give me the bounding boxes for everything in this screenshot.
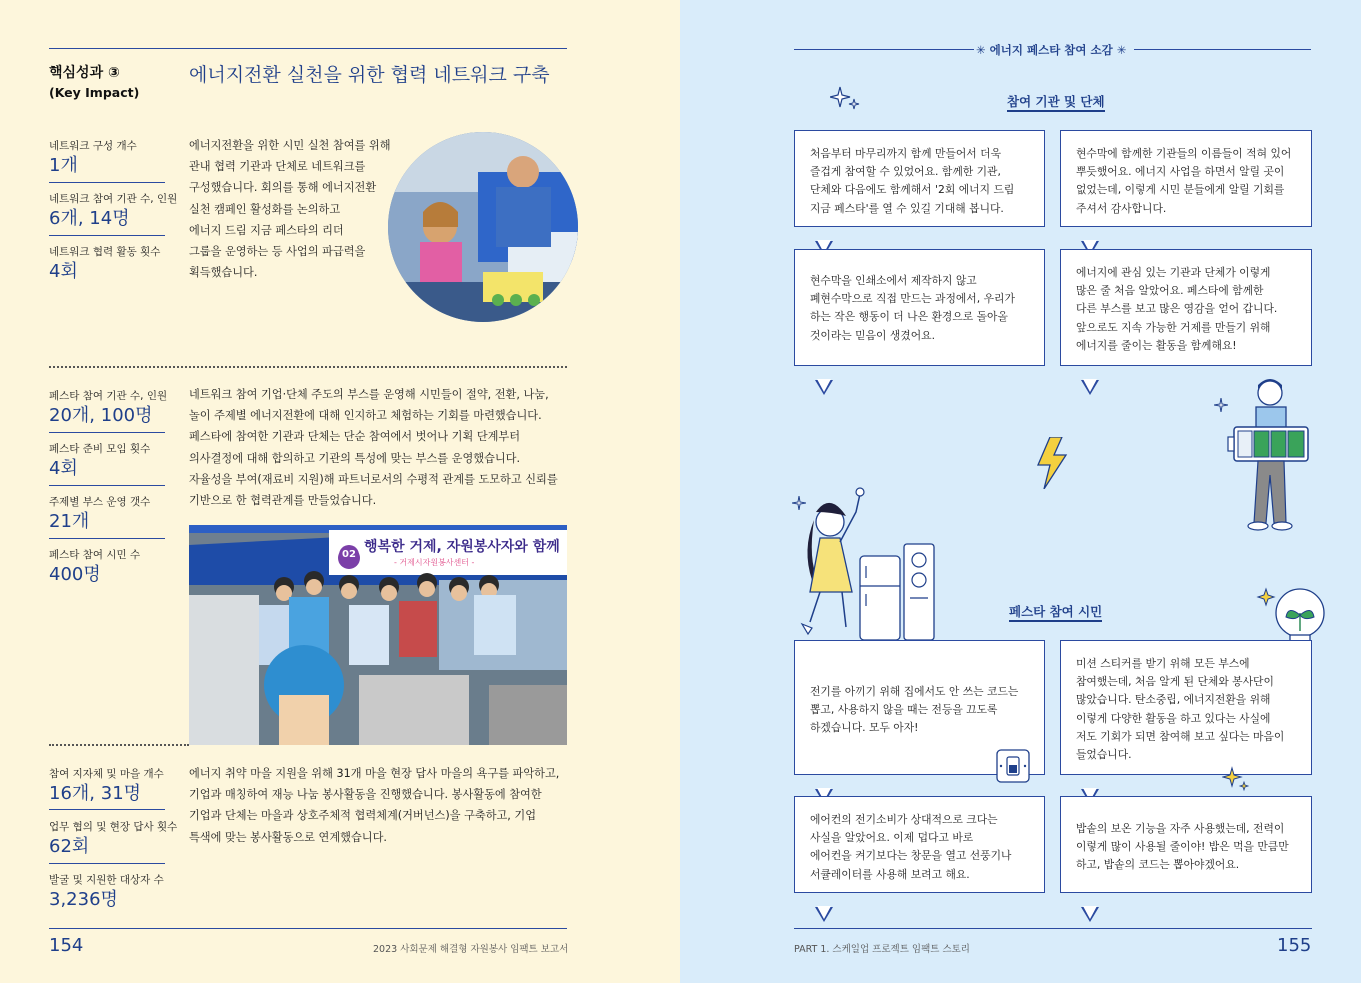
stat-divider xyxy=(49,485,165,486)
quote-bubble xyxy=(1060,640,1312,775)
stat-divider xyxy=(49,182,165,183)
stat-label: 페스타 참여 시민 수 xyxy=(49,549,141,561)
quote-line: 즐겁게 참여할 수 있었어요. 함께한 기관, xyxy=(810,165,1001,179)
stat-label: 네트워크 참여 기관 수, 인원 xyxy=(49,193,178,205)
stat-label: 발굴 및 지원한 대상자 수 xyxy=(49,874,164,886)
stat-divider xyxy=(49,432,165,433)
quote-bubble xyxy=(794,130,1045,227)
quote-line: 서큘레이터를 사용해 보려고 해요. xyxy=(810,867,970,881)
section-divider xyxy=(49,366,567,368)
stat-divider xyxy=(49,809,165,810)
photo-booth-child xyxy=(388,132,578,322)
stat-value: 1개 xyxy=(49,155,78,176)
quote-line: 사실을 알았어요. 이제 덥다고 바로 xyxy=(810,831,974,845)
stat-value: 4회 xyxy=(49,458,78,479)
banner-text: 행복한 거제, 자원봉사자와 함께 xyxy=(364,539,560,555)
quote-line: 들었습니다. xyxy=(1076,748,1132,762)
banner-sub: - 거제시자원봉사센터 - xyxy=(394,558,475,567)
body-line: 기업과 단체는 마을과 상호주체적 협력체계(거버넌스)을 구축하고, 기업 xyxy=(189,809,537,823)
quote-line: 다른 부스를 보고 많은 영감을 얻어 갑니다. xyxy=(1076,302,1278,316)
body-line: 의사결정에 대해 합의하고 기관의 특성에 맞는 부스를 운영했습니다. xyxy=(189,451,521,465)
stat-value: 4회 xyxy=(49,261,78,282)
body-line: 에너지전환을 위한 시민 실천 참여를 위해 xyxy=(189,139,391,152)
body-line: 자율성을 부여(재료비 지원)해 파트너로서의 수평적 관계를 도모하고 신뢰를 xyxy=(189,472,558,486)
quote-line: 단체와 다음에도 함께해서 '2회 에너지 드림 xyxy=(810,183,1015,197)
sparkle-icon xyxy=(1222,766,1252,794)
quote-line: 많은 줄 처음 알았어요. 페스타에 함께한 xyxy=(1076,284,1264,298)
page-number: 155 xyxy=(1277,935,1312,956)
stat-label: 페스타 준비 모임 횟수 xyxy=(49,443,151,455)
stat-label: 주제별 부스 운영 갯수 xyxy=(49,496,151,508)
body-line: 실천 캠페인 활성화를 논의하고 xyxy=(189,202,341,216)
quote-line: 이렇게 다양한 활동을 하고 있다는 사실에 xyxy=(1076,711,1271,725)
left-page xyxy=(0,0,680,983)
quote-line: 에어컨을 켜기보다는 창문을 열고 선풍기나 xyxy=(810,849,1012,863)
footer-text: PART 1. 스케일업 프로젝트 임팩트 스토리 xyxy=(794,944,970,955)
section-divider xyxy=(49,744,189,746)
section2-body xyxy=(189,384,558,511)
sparkle-icon xyxy=(1214,398,1228,412)
body-line: 구성했습니다. 회의를 통해 에너지전환 xyxy=(189,181,377,195)
header-rule-right xyxy=(1134,49,1311,50)
stat-divider xyxy=(49,863,165,864)
quote-line: 밥솥의 보온 기능을 자주 사용했는데, 전력이 xyxy=(1076,822,1285,835)
stat-label: 업무 협의 및 현장 답사 횟수 xyxy=(49,821,178,833)
stat-value: 62회 xyxy=(49,836,90,857)
footer-rule xyxy=(794,928,1312,929)
stat-divider xyxy=(49,538,165,539)
footer-rule xyxy=(49,928,567,929)
stat-label: 참여 지자체 및 마을 개수 xyxy=(49,768,164,780)
quote-line: 하고, 밥솥의 코드는 뽑아야겠어요. xyxy=(1076,858,1240,872)
girl-appliances-illustration xyxy=(790,482,970,642)
section-citizens-heading xyxy=(1009,602,1102,620)
quote-line: 처음부터 마무리까지 함께 만들어서 더욱 xyxy=(810,147,1002,160)
quote-bubble xyxy=(794,640,1045,775)
body-line: 페스타에 참여한 기관과 단체는 단순 참여에서 벗어나 기획 단계부터 xyxy=(189,430,521,444)
body-line: 놀이 주제별 에너지전환에 대해 인지하고 체험하는 기회를 마련했습니다. xyxy=(189,409,542,423)
header-rule-left xyxy=(794,49,974,50)
body-line: 에너지 드림 지금 페스타의 리더 xyxy=(189,223,344,237)
section-citizens-label: 페스타 참여 시민 xyxy=(1009,604,1102,622)
header-title: ✳ 에너지 페스타 참여 소감 ✳ xyxy=(976,43,1127,57)
quote-line: 현수막을 인쇄소에서 제작하지 않고 xyxy=(810,274,977,287)
right-page xyxy=(680,0,1361,983)
stat-value: 20개, 100명 xyxy=(49,405,153,426)
stat-label: 네트워크 협력 활동 횟수 xyxy=(49,246,161,258)
sparkle-icon xyxy=(830,85,862,113)
quote-line: 뿌듯했어요. 에너지 사업을 하면서 알릴 곳이 xyxy=(1076,165,1285,179)
quote-line: 하겠습니다. 모두 아자! xyxy=(810,721,919,735)
quote-bubble xyxy=(1060,130,1312,227)
light-switch-icon xyxy=(996,749,1030,783)
quote-bubble xyxy=(1060,796,1312,893)
footer-text: 2023 사회문제 해결형 자원봉사 임팩트 보고서 xyxy=(373,944,569,955)
quote-line: 없었는데, 이렇게 시민 분들에게 알릴 기회를 xyxy=(1076,183,1285,197)
banner-number: 02 xyxy=(339,545,359,565)
photo-volunteers-group xyxy=(189,525,567,745)
quote-line: 현수막에 함께한 기관들의 이름들이 적혀 있어 xyxy=(1076,147,1292,160)
quote-line: 에어컨의 전기소비가 상대적으로 크다는 xyxy=(810,813,998,826)
body-line: 관내 협력 기관과 단체로 네트워크를 xyxy=(189,160,366,174)
body-line: 네트워크 참여 기업·단체 주도의 부스를 운영해 시민들이 절약, 전환, 나눔, xyxy=(189,388,549,401)
quote-bubble xyxy=(794,796,1045,893)
quote-line: 저도 기회가 되면 참여해 보고 싶다는 마음이 xyxy=(1076,729,1285,743)
stat-value: 3,236명 xyxy=(49,889,118,910)
quote-line: 앞으로도 지속 가능한 거제를 만들기 위해 xyxy=(1076,320,1271,334)
page-number: 154 xyxy=(49,935,84,956)
quote-line: 것이라는 믿음이 생겼어요. xyxy=(810,328,936,342)
section3-body xyxy=(189,763,559,848)
section1-body xyxy=(189,135,391,283)
body-line: 기업과 매칭하여 재능 나눔 봉사활동을 진행했습니다. 봉사활동에 참여한 xyxy=(189,788,542,802)
quote-line: 참여했는데, 처음 알게 된 단체와 봉사단이 xyxy=(1076,675,1274,689)
body-line: 특색에 맞는 봉사활동으로 연계했습니다. xyxy=(189,830,387,844)
stat-value: 16개, 31명 xyxy=(49,783,142,804)
quote-line: 전기를 아끼기 위해 집에서도 안 쓰는 코드는 xyxy=(810,685,1019,698)
key-impact-sub: (Key Impact) xyxy=(49,85,140,100)
quote-line: 뽑고, 사용하지 않을 때는 전등을 끄도록 xyxy=(810,703,998,717)
sparkle-icon xyxy=(792,496,806,510)
stat-value: 400명 xyxy=(49,564,101,585)
page-title: 에너지전환 실천을 위한 협력 네트워크 구축 xyxy=(189,64,550,86)
quote-line: 에너지를 줄이는 활동을 함께해요! xyxy=(1076,338,1237,352)
body-line: 기반으로 한 협력관계를 만들었습니다. xyxy=(189,494,377,508)
body-line: 에너지 취약 마을 지원을 위해 31개 마을 현장 답사 마을의 욕구를 파악하고, xyxy=(189,767,560,780)
section-orgs-heading xyxy=(1007,92,1105,110)
body-line: 획득했습니다. xyxy=(189,266,258,280)
quote-line: 폐현수막으로 직접 만드는 과정에서, 우리가 xyxy=(810,292,1015,306)
key-impact-label: 핵심성과 ③ xyxy=(49,65,120,81)
top-rule xyxy=(49,48,567,49)
section-orgs-label: 참여 기관 및 단체 xyxy=(1007,94,1105,112)
quote-line: 지금 페스타'를 열 수 있길 기대해 봅니다. xyxy=(810,201,1004,215)
stat-value: 6개, 14명 xyxy=(49,208,130,229)
stat-divider xyxy=(49,235,165,236)
lightning-icon xyxy=(1036,437,1068,489)
quote-line: 이렇게 많이 사용될 줄이야! 밥은 먹을 만큼만 xyxy=(1076,840,1289,854)
stat-label: 네트워크 구성 개수 xyxy=(49,140,137,152)
quote-line: 하는 작은 행동이 더 나은 환경으로 돌아올 xyxy=(810,310,1008,324)
stat-label: 페스타 참여 기관 수, 인원 xyxy=(49,390,168,402)
quote-bubble xyxy=(794,249,1045,366)
quote-line: 에너지에 관심 있는 기관과 단체가 이렇게 xyxy=(1076,266,1271,279)
quote-line: 미션 스티커를 받기 위해 모든 부스에 xyxy=(1076,657,1250,670)
stat-value: 21개 xyxy=(49,511,90,532)
quote-line: 많았습니다. 탄소중립, 에너지전환을 위해 xyxy=(1076,693,1271,707)
quote-bubble xyxy=(1060,249,1312,366)
body-line: 그룹을 운영하는 등 사업의 파급력을 xyxy=(189,245,366,259)
quote-line: 주셔서 감사합니다. xyxy=(1076,201,1167,215)
